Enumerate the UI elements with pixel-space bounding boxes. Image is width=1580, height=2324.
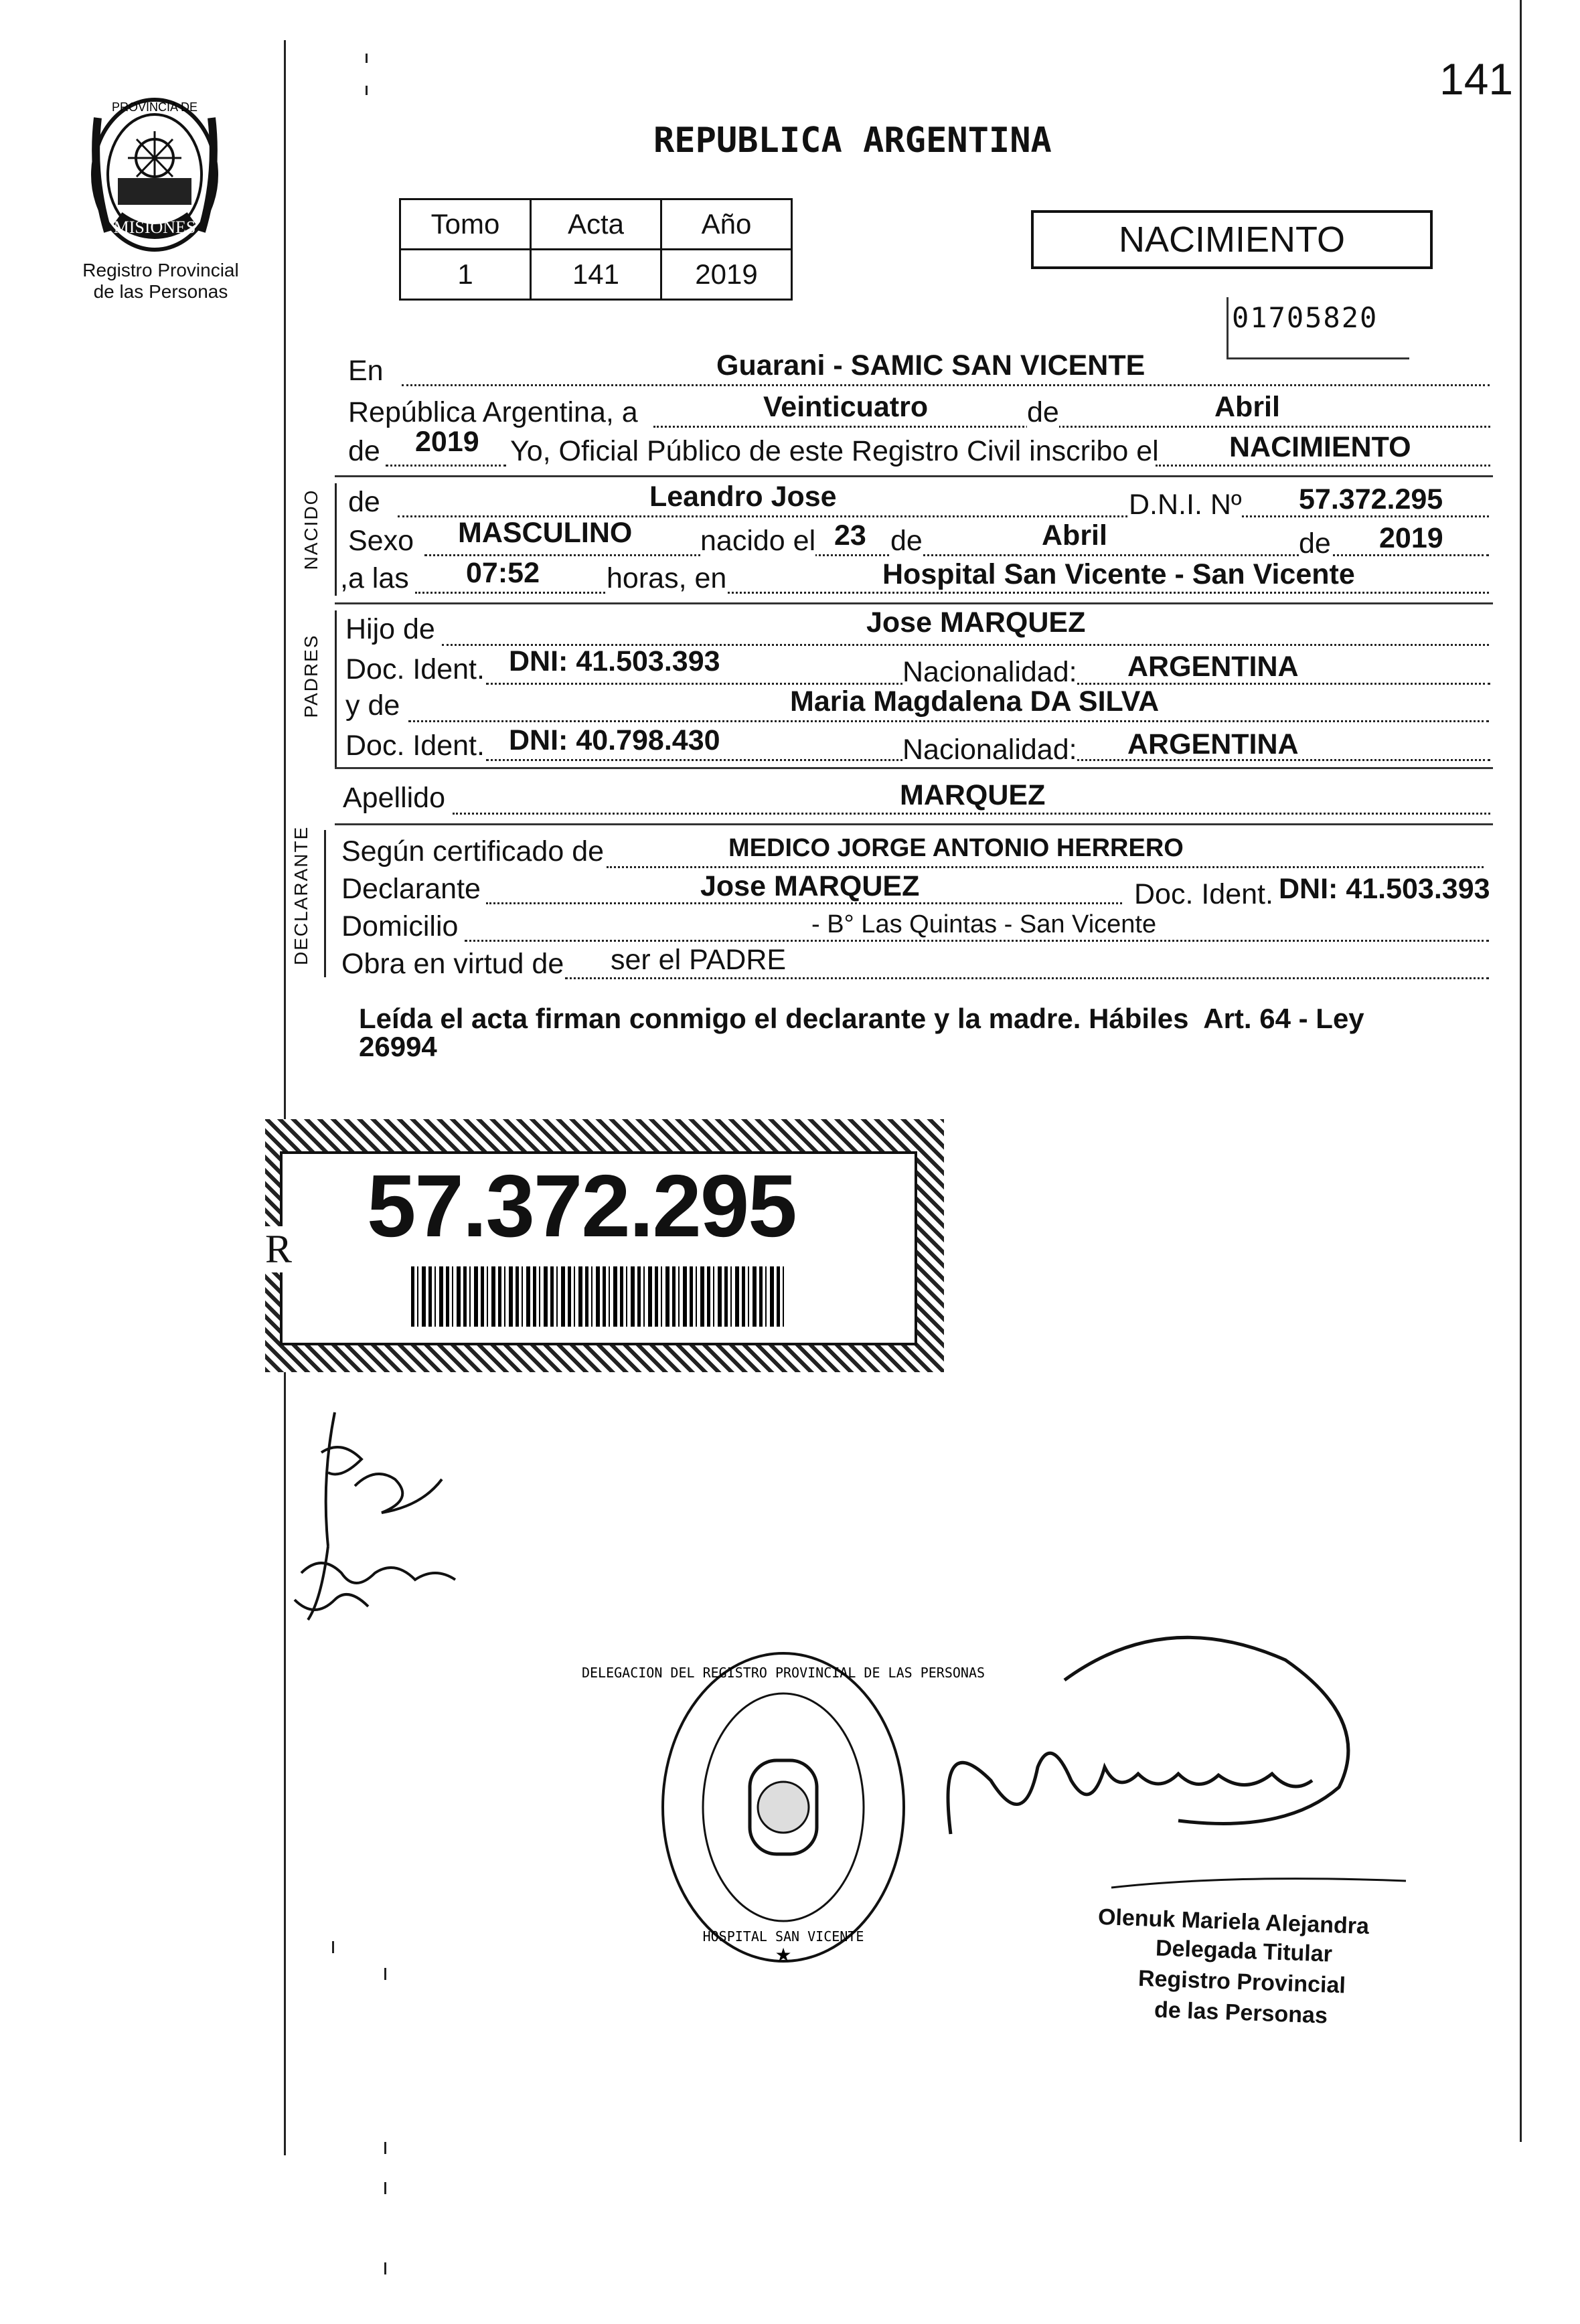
mother-nationality: ARGENTINA	[1127, 728, 1299, 760]
obra-dots	[565, 977, 1489, 979]
birth-place: Hospital San Vicente - San Vicente	[882, 558, 1355, 590]
scan-mark	[366, 86, 368, 95]
logo-caption-line1: Registro Provincial	[82, 260, 239, 280]
father-doc-label: Doc. Ident.	[345, 653, 485, 685]
record-value-tomo: 1	[400, 250, 531, 300]
nacido-divider	[335, 602, 1493, 604]
time-dots	[415, 592, 1489, 594]
sexo-value: MASCULINO	[458, 517, 633, 549]
dni-label: D.N.I. Nº	[1129, 489, 1242, 521]
scan-mark	[332, 1941, 334, 1953]
sticker-barcode	[411, 1266, 786, 1327]
left-margin-line	[284, 40, 286, 2155]
serial-number: 01705820	[1232, 301, 1378, 334]
birth-day: 23	[834, 519, 866, 552]
obra-label: Obra en virtud de	[341, 948, 564, 980]
scan-mark	[384, 1968, 386, 1980]
declarante-label: DECLARANTE	[291, 825, 311, 965]
official-name: Olenuk Mariela Alejandra	[1097, 1904, 1370, 1940]
certificado-value: MEDICO JORGE ANTONIO HERRERO	[728, 834, 1184, 862]
mother-nat-label: Nacionalidad:	[902, 734, 1077, 766]
declarante-doc: DNI: 41.503.393	[1279, 873, 1490, 905]
declarante-name: Jose MARQUEZ	[700, 870, 920, 902]
intro-event: NACIMIENTO	[1229, 431, 1411, 463]
mother-doc: DNI: 40.798.430	[509, 724, 720, 756]
year-dots	[386, 465, 506, 467]
page-number: 141	[1439, 54, 1514, 104]
hijo-de-label: Hijo de	[345, 613, 435, 645]
day-words: Veinticuatro	[763, 391, 929, 423]
nacido-name: Leandro Jose	[649, 481, 837, 513]
mother-doc-label: Doc. Ident.	[345, 730, 485, 762]
birth-month: Abril	[1042, 519, 1107, 552]
official-signature	[911, 1620, 1379, 1901]
scan-mark	[384, 2262, 386, 2274]
apellido-value: MARQUEZ	[900, 779, 1046, 811]
registry-stamp	[581, 1647, 985, 1981]
crest-arc-text: PROVINCIA DE	[111, 100, 198, 114]
father-doc: DNI: 41.503.393	[509, 645, 720, 677]
record-type-box: NACIMIENTO	[1031, 210, 1433, 269]
nacido-de-label: de	[348, 486, 380, 518]
certificado-label: Según certificado de	[341, 835, 605, 867]
father-name: Jose MARQUEZ	[866, 606, 1086, 639]
nacido-el-label: nacido el	[700, 525, 816, 557]
birth-year: 2019	[1379, 522, 1443, 554]
record-header-anio: Año	[661, 199, 792, 250]
intro-month: Abril	[1214, 391, 1280, 423]
domicilio-value: - B° Las Quintas - San Vicente	[811, 910, 1157, 938]
declarante-name-label: Declarante	[341, 873, 481, 905]
record-header-tomo: Tomo	[400, 199, 531, 250]
intro-divider	[335, 475, 1493, 477]
record-header-acta: Acta	[531, 199, 661, 250]
father-nationality: ARGENTINA	[1127, 651, 1299, 683]
right-margin-line	[1520, 0, 1522, 2142]
province-crest-logo	[78, 91, 232, 258]
padres-label: PADRES	[301, 634, 321, 718]
serial-box-bracket	[1227, 297, 1409, 359]
republica-label: República Argentina, a	[348, 396, 638, 428]
record-value-acta: 141	[531, 250, 661, 300]
apellido-dots	[453, 813, 1490, 815]
birth-time: 07:52	[466, 557, 540, 589]
apellido-divider	[335, 823, 1493, 825]
certificado-dots	[607, 866, 1484, 868]
sticker-side-letter: R	[265, 1227, 293, 1271]
crest-ribbon-text: MISIONES	[113, 218, 196, 237]
a-las-label: ,a las	[340, 562, 409, 594]
record-value-anio: 2019	[661, 250, 792, 300]
horas-en-label: horas, en	[607, 562, 727, 594]
nacido-label: NACIDO	[301, 489, 321, 570]
stamp-star-icon: ★	[775, 1944, 792, 1965]
en-label: En	[348, 355, 384, 387]
padres-divider	[335, 767, 1493, 769]
sexo-label: Sexo	[348, 525, 414, 557]
intro-de-label: de	[1027, 396, 1059, 428]
official-org-line1: Registro Provincial	[1137, 1965, 1346, 1999]
official-org-line2: de las Personas	[1154, 1997, 1328, 2029]
logo-caption-line2: de las Personas	[93, 281, 228, 302]
official-title: Delegada Titular	[1155, 1935, 1333, 1967]
mother-dots	[408, 720, 1489, 722]
declarante-doc-label: Doc. Ident.	[1134, 878, 1273, 910]
obra-value: ser el PADRE	[611, 944, 787, 976]
event-dots	[1156, 465, 1490, 467]
oficial-text: Yo, Oficial Público de este Registro Civil inscribo el	[510, 435, 1159, 467]
declarante-signature	[281, 1399, 495, 1627]
padres-bracket	[335, 610, 337, 768]
scan-mark	[384, 2182, 386, 2194]
apellido-label: Apellido	[343, 782, 445, 814]
domicilio-label: Domicilio	[341, 910, 459, 942]
sticker-dni-number: 57.372.295	[367, 1157, 796, 1255]
y-de-label: y de	[345, 689, 400, 722]
scan-mark	[384, 2142, 386, 2154]
closing-text-line1: Leída el acta firman conmigo el declarante y la madre. Hábiles Art. 64 - Ley	[359, 1003, 1364, 1034]
stamp-ring-text: DELEGACION DEL REGISTRO PROVINCIAL DE LAS PERSONAS	[581, 1665, 985, 1681]
stamp-inner-text: HOSPITAL SAN VICENTE	[702, 1928, 864, 1944]
scan-mark	[366, 54, 368, 63]
en-dots	[402, 384, 1490, 386]
declarante-bracket	[324, 830, 326, 977]
closing-text-line2: 26994	[359, 1031, 437, 1062]
father-nat-label: Nacionalidad:	[902, 656, 1077, 688]
nacido-de-label-3: de	[1299, 527, 1331, 560]
en-value: Guarani - SAMIC SAN VICENTE	[716, 349, 1146, 382]
nacido-bracket	[335, 483, 337, 596]
country-heading: REPUBLICA ARGENTINA	[653, 120, 1052, 161]
intro-year: 2019	[415, 426, 479, 458]
record-table	[399, 198, 793, 301]
mother-name: Maria Magdalena DA SILVA	[790, 685, 1160, 718]
domicilio-dots	[465, 940, 1489, 942]
nacido-dni: 57.372.295	[1299, 483, 1443, 515]
year-prefix: de	[348, 435, 380, 467]
nacido-de-label-2: de	[890, 525, 923, 557]
republica-dots	[653, 426, 1490, 428]
